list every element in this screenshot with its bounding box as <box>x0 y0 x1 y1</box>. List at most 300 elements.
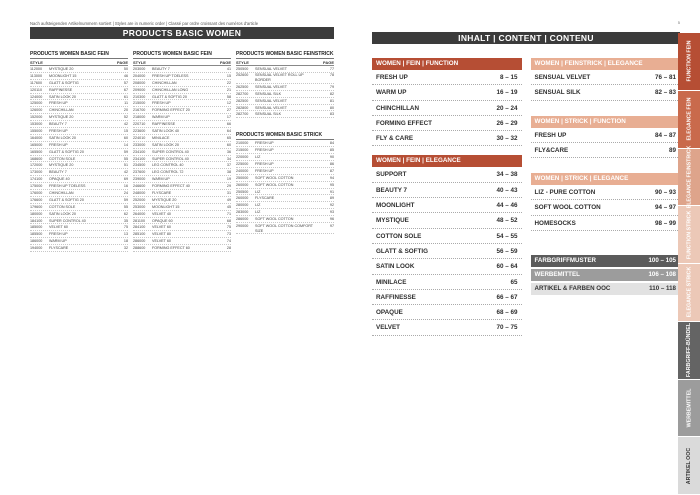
style-code: 290000 <box>236 223 249 228</box>
tab-artikel-ooc[interactable]: ARTIKEL OOC <box>678 437 700 495</box>
page-ref: 67 <box>123 87 128 92</box>
entry-pages: 65 <box>510 278 518 286</box>
page-ref: 59 <box>123 149 128 154</box>
style-code: 283000 <box>236 210 249 215</box>
style-code: 194000 <box>30 246 43 251</box>
misc-entry[interactable] <box>531 269 681 281</box>
product-name: SATIN LOOK 20 <box>49 94 76 99</box>
toc-entry[interactable] <box>531 70 681 85</box>
table-row <box>133 204 231 211</box>
page-ref: 57 <box>123 80 128 85</box>
toc-entry[interactable] <box>531 216 681 231</box>
entry-name: LIZ - PURE COTTON <box>534 189 596 197</box>
misc-entry[interactable] <box>531 255 681 267</box>
style-code: 165500 <box>30 149 43 154</box>
toc-entry[interactable] <box>372 183 522 198</box>
style-code: 225000 <box>236 162 249 167</box>
section-heading: WOMEN | FEIN | ELEGANCE <box>372 155 522 167</box>
style-code: 175000 <box>30 184 43 189</box>
style-code: 281100 <box>133 218 146 223</box>
page-ref: 45 <box>226 204 231 209</box>
table-row <box>133 100 231 107</box>
page-ref: 86 <box>329 162 334 167</box>
tab-elegance-fein[interactable]: ELEGANCE FEIN <box>678 91 700 149</box>
product-name: SENSUAL VELVET <box>255 84 287 89</box>
entry-name: FORMING EFFECT <box>376 119 432 127</box>
product-name: LEG CONTROL 72 <box>152 170 184 175</box>
column-header: STYLE PAGE <box>30 60 128 65</box>
product-name: FORMING EFFECT 20 <box>152 108 190 113</box>
entry-name: CHINCHILLAN <box>376 104 420 112</box>
page-ref: 35 <box>123 218 128 223</box>
entry-pages: 44 – 46 <box>496 202 518 210</box>
page-ref: 95 <box>329 182 334 187</box>
product-name: SOFT WOOL COTTON COMFORT SIZE <box>255 223 313 233</box>
section-heading: PRODUCTS WOMEN BASIC FEIN <box>30 51 128 59</box>
product-name: GLATT & SOFTIG <box>49 80 79 85</box>
section-heading: WOMEN | FEIN | FUNCTION <box>372 58 522 70</box>
product-name: SATIN LOOK 40 <box>152 129 179 134</box>
page-ref: 55 <box>123 204 128 209</box>
page-ref: 89 <box>329 196 334 201</box>
table-row <box>236 111 334 118</box>
toc-entry[interactable] <box>531 200 681 215</box>
entry-pages: 60 – 64 <box>496 263 518 271</box>
style-code: 286000 <box>236 217 249 222</box>
entry-pages: 34 – 38 <box>496 171 518 179</box>
style-code: 185000 <box>30 225 43 230</box>
product-name: CHINCHILLAN <box>49 191 74 196</box>
product-name: SOFT WOOL COTTON <box>255 217 294 222</box>
section-heading: PRODUCTS WOMEN BASIC FEIN <box>133 51 231 59</box>
product-name: FRESH UP TOELESS <box>152 73 189 78</box>
entry-pages: 54 – 55 <box>496 232 518 240</box>
product-name: SATIN LOOK 20 <box>49 135 76 140</box>
table-row <box>30 183 128 190</box>
section-heading: WOMEN | FEINSTRICK | ELEGANCE <box>531 58 681 70</box>
misc-list <box>531 255 681 295</box>
entry-name: SUPPORT <box>376 171 407 179</box>
table-row <box>236 175 334 182</box>
table-row <box>133 121 231 128</box>
style-code: 126000 <box>30 108 43 113</box>
fein-rows <box>30 66 128 252</box>
toc-entry[interactable] <box>372 131 522 146</box>
page-ref: 24 <box>123 191 128 196</box>
table-row <box>30 100 128 107</box>
style-code: 186000 <box>30 239 43 244</box>
table-row <box>30 169 128 176</box>
page-ref: 78 <box>329 73 334 78</box>
entry-name: GLATT & SOFTIG <box>376 247 429 255</box>
fein-function-list <box>372 70 522 146</box>
style-code: 264000 <box>133 211 146 216</box>
page-ref: 66 <box>226 122 231 127</box>
fein2-rows <box>133 66 231 252</box>
product-name: SENSUAL VELVET <box>255 105 287 110</box>
style-code: 125000 <box>30 101 43 106</box>
table-row <box>30 190 128 197</box>
table-row <box>133 218 231 225</box>
style-code: 250500 <box>236 189 249 194</box>
page-ref: 68 <box>226 218 231 223</box>
table-row <box>133 149 231 156</box>
product-name: FRESH UP <box>49 129 68 134</box>
product-name: FRESH UP <box>255 148 274 153</box>
table-row <box>30 204 128 211</box>
product-name: MOONLIGHT 15 <box>49 73 77 78</box>
product-name: GLATT & SOFTIG 20 <box>49 149 84 154</box>
product-name: MYSTIQUE 20 <box>152 197 177 202</box>
product-name: WARM UP <box>152 177 170 182</box>
toc-entry[interactable] <box>372 167 522 182</box>
table-row <box>236 66 334 73</box>
product-name: CHINCHILLAN <box>152 80 177 85</box>
style-code: 250500 <box>236 67 249 71</box>
strick-rows <box>236 140 334 234</box>
entry-name: OPAQUE <box>376 309 403 317</box>
entry-pages: 110 – 118 <box>649 285 676 293</box>
entry-pages: 94 – 97 <box>654 204 676 212</box>
style-code: 234500 <box>133 163 146 168</box>
table-row <box>30 142 128 149</box>
style-code: 282800 <box>236 105 249 110</box>
table-row <box>133 135 231 142</box>
product-name: SENSUAL VELVET <box>255 67 287 71</box>
table-row <box>236 84 334 91</box>
entry-name: HOMESOCKS <box>534 219 576 227</box>
column-feinstrick-strick <box>236 51 334 252</box>
table-row <box>133 211 231 218</box>
table-row <box>133 107 231 114</box>
table-row <box>133 176 231 183</box>
table-row <box>133 162 231 169</box>
style-code: 210300 <box>133 94 146 99</box>
style-code: 112000 <box>30 67 43 71</box>
page-ref: 20 <box>123 108 128 113</box>
page-ref: 50 <box>123 67 128 71</box>
product-name: LIZ <box>255 189 261 194</box>
toc-column-right <box>531 58 681 336</box>
product-name: FORMING EFFECT 40 <box>152 184 190 189</box>
style-code: 153000 <box>30 122 43 127</box>
table-row <box>236 209 334 216</box>
page-ref: 77 <box>329 67 334 71</box>
entry-pages: 89 <box>668 146 676 154</box>
side-tabs <box>678 33 700 495</box>
entry-pages: 76 – 81 <box>654 74 676 81</box>
entry-name: SATIN LOOK <box>376 263 415 271</box>
page-ref: 12 <box>226 101 231 106</box>
table-row <box>30 121 128 128</box>
toc-entry[interactable] <box>372 213 522 228</box>
product-name: SOFT WOOL COTTON <box>255 175 294 180</box>
table-row <box>30 231 128 238</box>
product-name: RAFFINESSE <box>152 122 176 127</box>
page-ref: 36 <box>226 149 231 154</box>
table-row <box>30 87 128 94</box>
toc-entry[interactable] <box>372 244 522 259</box>
style-code: 239000 <box>133 177 146 182</box>
style-code: 204000 <box>133 73 146 78</box>
toc-entry[interactable] <box>372 116 522 131</box>
page-ref: 83 <box>329 112 334 117</box>
product-name: VELVET 60 <box>152 239 171 244</box>
toc-entry[interactable] <box>372 305 522 320</box>
style-code: 117600 <box>30 80 43 85</box>
strick-elegance-list <box>531 185 681 231</box>
page-ref: 94 <box>329 175 334 180</box>
section-heading: WOMEN | STRICK | FUNCTION <box>531 116 681 128</box>
product-name: SUPER CONTROL 40 <box>152 149 189 154</box>
entry-name: VELVET <box>376 324 401 332</box>
page-ref: 32 <box>123 246 128 251</box>
toc-entry[interactable] <box>372 290 522 305</box>
style-code: 203000 <box>133 67 146 71</box>
page-ref: 42 <box>123 122 128 127</box>
page-ref: 91 <box>329 189 334 194</box>
page-ref: 60 <box>226 142 231 147</box>
product-name: SOFT WOOL COTTON <box>255 182 294 187</box>
toc-entry[interactable] <box>531 85 681 100</box>
page-ref: 71 <box>226 211 231 216</box>
style-code: 286000 <box>133 239 146 244</box>
page-ref: 15 <box>123 129 128 134</box>
toc-entry[interactable] <box>372 101 522 116</box>
product-name: SATIN LOOK 20 <box>152 142 179 147</box>
style-code: 209000 <box>133 87 146 92</box>
page-ref: 11 <box>124 101 128 106</box>
table-row <box>30 107 128 114</box>
page-ref: 90 <box>329 155 334 160</box>
product-name: VELVET 80 <box>152 232 171 237</box>
page-ref: 82 <box>329 91 334 96</box>
table-row <box>30 224 128 231</box>
table-row <box>236 189 334 196</box>
tab-function-strick[interactable]: FUNCTION STRICK <box>678 206 700 264</box>
entry-name: SOFT WOOL COTTON <box>534 204 601 212</box>
product-name: CHINCHILLAN <box>49 108 74 113</box>
entry-pages: 82 – 83 <box>654 89 676 97</box>
toc-entry[interactable] <box>372 229 522 244</box>
product-name: RAFFINESSE <box>49 87 73 92</box>
entry-name: SENSUAL VELVET <box>534 74 591 81</box>
tab-elegance-feinstrick[interactable]: ELEGANCE FEINSTRICK <box>678 149 700 207</box>
page-ref: 69 <box>123 177 128 182</box>
entry-name: SENSUAL SILK <box>534 89 581 97</box>
style-code: 113000 <box>30 73 43 78</box>
entry-pages: 100 – 105 <box>648 257 676 265</box>
table-row <box>30 66 128 73</box>
style-code: 220710 <box>133 122 146 127</box>
product-name: FRESH UP <box>255 162 274 167</box>
table-row <box>236 223 334 234</box>
table-row <box>133 128 231 135</box>
table-row <box>236 202 334 209</box>
section-heading: PRODUCTS WOMEN BASIC FEINSTRICK <box>236 51 334 57</box>
product-name: MYSTIQUE 20 <box>49 115 74 120</box>
page-ref: 42 <box>123 170 128 175</box>
page-ref: 96 <box>329 217 334 222</box>
style-code: 179600 <box>30 204 43 209</box>
product-name: LEG CONTROL 40 <box>152 163 184 168</box>
product-name: WARM UP <box>49 239 67 244</box>
table-row <box>30 156 128 163</box>
style-code: 173000 <box>30 170 43 175</box>
style-code: 234100 <box>133 156 146 161</box>
style-code: 288600 <box>133 246 146 251</box>
table-row <box>133 245 231 252</box>
style-code: 240000 <box>236 168 249 173</box>
entry-pages: 56 – 59 <box>496 247 518 255</box>
product-name: VELVET 40 <box>152 211 171 216</box>
product-name: COTTON SOLE <box>49 204 76 209</box>
toc-entry[interactable] <box>372 259 522 274</box>
table-row <box>30 238 128 245</box>
style-code: 208000 <box>133 80 146 85</box>
style-code: 152000 <box>30 115 43 120</box>
product-name: FRESH UP <box>255 168 274 173</box>
product-name: VELVET 60 <box>49 225 68 230</box>
style-code: 216700 <box>133 108 146 113</box>
entry-pages: 8 – 15 <box>499 74 518 81</box>
style-code: 215000 <box>236 148 249 153</box>
style-code: 233000 <box>133 142 146 147</box>
table-row <box>236 195 334 202</box>
page-ref: 15 <box>226 73 231 78</box>
table-row <box>236 147 334 154</box>
entry-pages: 98 – 99 <box>654 219 676 227</box>
toc-entry[interactable] <box>372 85 522 100</box>
page-ref: 74 <box>226 239 231 244</box>
style-code: 215000 <box>133 101 146 106</box>
entry-pages: 48 – 52 <box>496 217 518 225</box>
style-code: 220000 <box>236 155 249 160</box>
page-ref: 59 <box>123 197 128 202</box>
page-number: 5 <box>677 20 680 25</box>
product-name: SENSUAL VELVET <box>255 98 287 103</box>
toc-entry[interactable] <box>531 143 681 158</box>
product-name: GLATT & SOFTIG 20 <box>152 94 187 99</box>
entry-name: WARM UP <box>376 89 407 97</box>
page-ref: 75 <box>123 225 128 230</box>
misc-entry[interactable] <box>531 283 681 295</box>
toc-entry[interactable] <box>372 320 522 335</box>
column-header: STYLE PAGE <box>236 60 334 65</box>
toc-entry[interactable] <box>531 128 681 143</box>
table-row <box>236 105 334 112</box>
page-ref: 87 <box>329 168 334 173</box>
table-row <box>236 161 334 168</box>
style-code: 176000 <box>30 191 43 196</box>
style-code: 285100 <box>133 232 146 237</box>
page-ref: 14 <box>123 142 128 147</box>
entry-pages: 66 – 67 <box>496 293 518 301</box>
table-row <box>30 197 128 204</box>
page-ref: 34 <box>226 156 231 161</box>
table-row <box>236 182 334 189</box>
product-name: FLYSCARE <box>255 196 275 201</box>
product-name: SENSUAL SILK <box>255 112 282 117</box>
page-ref: 62 <box>123 211 128 216</box>
entry-pages: 70 – 75 <box>496 324 518 332</box>
style-code: 168600 <box>30 156 43 161</box>
toc-entry[interactable] <box>372 198 522 213</box>
page-ref: 85 <box>329 148 334 153</box>
table-row <box>133 142 231 149</box>
entry-name: FARBGRIFFMUSTER <box>534 257 597 265</box>
page-ref: 17 <box>226 115 231 120</box>
page-ref: 18 <box>123 239 128 244</box>
page-ref: 51 <box>123 163 128 168</box>
entry-name: FLY&CARE <box>534 146 569 154</box>
product-name: FLYSCARE <box>49 246 69 251</box>
entry-name: COTTON SOLE <box>376 232 422 240</box>
table-row <box>30 162 128 169</box>
product-name: FRESH UP TOELESS <box>49 184 86 189</box>
page-ref: 64 <box>226 129 231 134</box>
style-code: 282500 <box>236 98 249 103</box>
style-code: 282700 <box>236 112 249 117</box>
page-ref: 81 <box>329 98 334 103</box>
page-ref: 49 <box>226 197 231 202</box>
table-row <box>236 73 334 84</box>
style-code: 223600 <box>133 129 146 134</box>
contents-title: INHALT | CONTENT | CONTENU <box>372 32 680 44</box>
style-code: 252000 <box>133 197 146 202</box>
product-name: FRESH UP <box>152 101 171 106</box>
tab-function-fein[interactable]: FUNCTION FEIN <box>678 33 700 91</box>
page-ref: 13 <box>123 232 128 237</box>
tab-elegance-strick[interactable]: ELEGANCE STRICK <box>678 264 700 322</box>
product-name: MINILACE <box>152 135 170 140</box>
product-name: OPAQUE 60 <box>152 218 173 223</box>
feinstrick-rows <box>236 66 334 118</box>
entry-name: BEAUTY 7 <box>376 186 408 194</box>
tab-werbemittel[interactable]: WERBEMITTEL <box>678 380 700 438</box>
page-ref: 28 <box>226 246 231 251</box>
entry-pages: 20 – 24 <box>496 104 518 112</box>
style-code: 174100 <box>30 177 43 182</box>
page-ref: 37 <box>226 163 231 168</box>
page-ref: 29 <box>226 184 231 189</box>
toc-entry[interactable] <box>372 70 522 85</box>
product-name: FORMING EFFECT 60 <box>152 246 190 251</box>
fein-elegance-list <box>372 167 522 335</box>
tab-farbgriff-buendel[interactable]: FARBGRIFF-BÜNDEL <box>678 322 700 380</box>
entry-pages: 84 – 87 <box>654 131 676 139</box>
column-fein-2 <box>133 51 231 252</box>
table-row <box>133 183 231 190</box>
style-code: 180000 <box>30 211 43 216</box>
toc-entry[interactable] <box>531 185 681 200</box>
entry-name: RAFFINESSE <box>376 293 416 301</box>
page-ref: 16 <box>123 184 128 189</box>
table-row <box>133 190 231 197</box>
table-row <box>133 169 231 176</box>
entry-name: WERBEMITTEL <box>534 271 580 279</box>
page-ref: 75 <box>226 225 231 230</box>
table-row <box>30 114 128 121</box>
table-row <box>133 114 231 121</box>
entry-name: MINILACE <box>376 278 407 286</box>
table-row <box>133 156 231 163</box>
page-ref: 65 <box>226 135 231 140</box>
toc-entry[interactable] <box>372 275 522 290</box>
style-code: 248000 <box>133 191 146 196</box>
page-ref: 61 <box>123 94 128 99</box>
style-code: 250000 <box>236 175 249 180</box>
